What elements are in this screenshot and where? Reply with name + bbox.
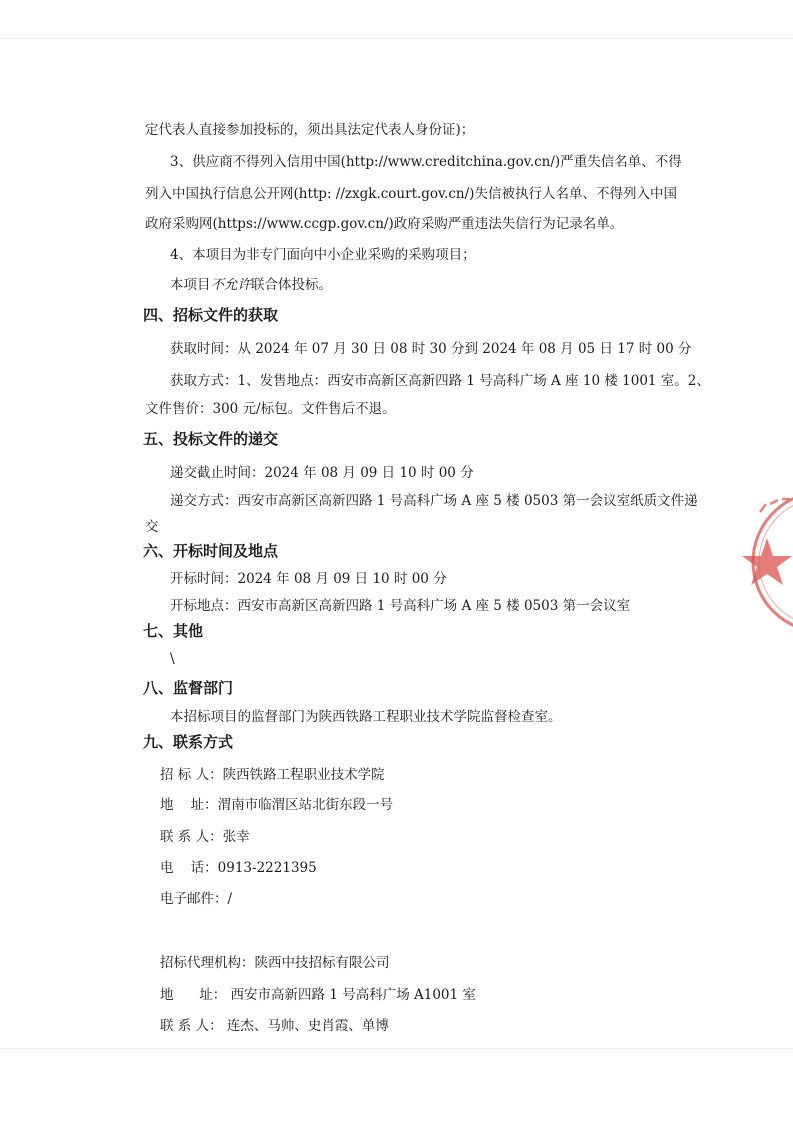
section-8-heading: 八、监督部门 bbox=[143, 679, 234, 697]
consortium-line bbox=[170, 276, 332, 294]
body-line-3: 列入中国执行信息公开网(http: //zxgk.court.gov.cn/)失信被执行人名单、不得列入中国 bbox=[145, 186, 677, 202]
body-line-5: 4、本项目为非专门面向中小企业采购的采购项目； bbox=[170, 247, 476, 263]
contact-tenderer: 招 标 人：陕西铁路工程职业技术学院 bbox=[160, 767, 385, 783]
body-line-1: 定代表人直接参加投标的，须出具法定代表人身份证)； bbox=[145, 122, 475, 138]
agency-contact: 联 系 人： 连杰、马帅、史肖霞、单博 bbox=[160, 1018, 389, 1034]
section-5-method: 递交方式：西安市高新区高新四路 1 号高科广场 A 座 5 楼 0503 第一会议室纸质文件递 bbox=[170, 493, 698, 509]
consortium-suffix: 联合体投标。 bbox=[251, 277, 332, 293]
section-7-heading: 七、其他 bbox=[143, 622, 204, 640]
body-line-2: 3、供应商不得列入信用中国(http://www.creditchina.gov.cn/)严重失信名单、不得 bbox=[170, 154, 682, 170]
section-4-method: 获取方式：1、发售地点：西安市高新区高新四路 1 号高科广场 A 座 10 楼 1001 室。2、 bbox=[170, 373, 710, 389]
section-4-time: 获取时间：从 2024 年 07 月 30 日 08 时 30 分到 2024 年 08 月 05 日 17 时 00 分 bbox=[170, 341, 692, 357]
contact-address: 地 址：渭南市临渭区站北街东段一号 bbox=[160, 797, 394, 813]
section-6-heading: 六、开标时间及地点 bbox=[143, 542, 279, 560]
section-7-content: \ bbox=[170, 651, 175, 667]
contact-phone: 电 话：0913-2221395 bbox=[160, 860, 317, 876]
section-9-heading: 九、联系方式 bbox=[143, 733, 234, 751]
consortium-prefix: 本项目 bbox=[170, 277, 211, 293]
section-8-content: 本招标项目的监督部门为陕西铁路工程职业技术学院监督检查室。 bbox=[170, 709, 562, 725]
body-line-4: 政府采购网(https://www.ccgp.gov.cn/)政府采购严重违法失信行为记录名单。 bbox=[145, 216, 624, 232]
section-6-time: 开标时间：2024 年 08 月 09 日 10 时 00 分 bbox=[170, 571, 447, 587]
contact-person: 联 系 人：张幸 bbox=[160, 829, 250, 845]
red-seal-stamp-icon bbox=[738, 482, 793, 642]
section-4-heading: 四、招标文件的获取 bbox=[143, 306, 279, 324]
section-4-price: 文件售价：300 元/标包。文件售后不退。 bbox=[145, 401, 396, 417]
contact-email: 电子邮件：/ bbox=[160, 891, 233, 907]
scan-edge-bottom bbox=[0, 1048, 793, 1049]
section-6-place: 开标地点：西安市高新区高新四路 1 号高科广场 A 座 5 楼 0503 第一会议室 bbox=[170, 598, 631, 614]
section-5-method-cont: 交 bbox=[145, 519, 159, 535]
scan-edge-top bbox=[0, 38, 793, 39]
consortium-not-allowed: 不允许 bbox=[210, 277, 251, 293]
agency-name: 招标代理机构：陕西中技招标有限公司 bbox=[160, 955, 390, 971]
section-5-deadline: 递交截止时间：2024 年 08 月 09 日 10 时 00 分 bbox=[170, 465, 474, 481]
section-5-heading: 五、投标文件的递交 bbox=[143, 430, 279, 448]
agency-address: 地 址： 西安市高新四路 1 号高科广场 A1001 室 bbox=[160, 987, 476, 1003]
